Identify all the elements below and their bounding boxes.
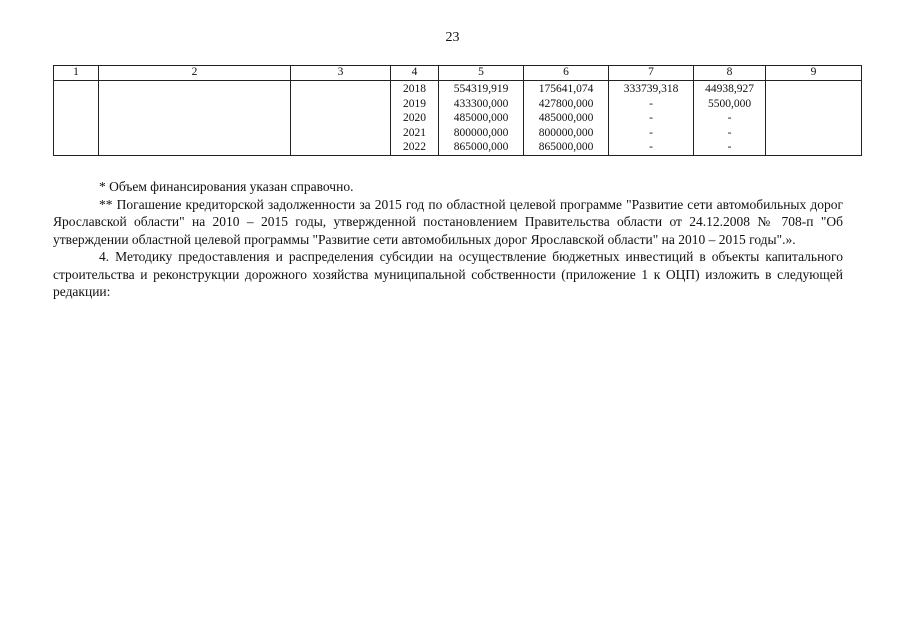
header-col-6: 6: [524, 66, 609, 81]
header-col-3: 3: [291, 66, 391, 81]
col5-value: 800000,000: [453, 126, 509, 139]
cell-col-5-values: [439, 81, 524, 156]
year-value: 2018: [403, 83, 426, 95]
header-col-1: 1: [54, 66, 99, 81]
cell-col-6-values: [524, 81, 609, 156]
col7-value: -: [649, 141, 653, 153]
year-value: 2019: [403, 97, 426, 110]
col7-value: 333739,318: [623, 83, 679, 95]
col6-value: 427800,000: [538, 97, 594, 110]
col5-value: 433300,000: [453, 97, 509, 110]
notes-section: [53, 178, 843, 301]
col6-value: 175641,074: [538, 83, 594, 95]
header-col-4: 4: [391, 66, 439, 81]
col5-value: 865000,000: [453, 141, 509, 153]
year-value: 2022: [403, 141, 426, 153]
footnote-financing: * Объем финансирования указан справочно.: [99, 179, 354, 194]
header-col-5: 5: [439, 66, 524, 81]
header-col-8: 8: [694, 66, 766, 81]
col8-value: 44938,927: [705, 83, 754, 95]
col7-value: -: [649, 112, 653, 124]
financing-table: [53, 65, 862, 156]
cell-col-3: [291, 81, 391, 156]
year-value: 2020: [403, 112, 426, 124]
header-col-2: 2: [99, 66, 291, 81]
header-row: [54, 66, 862, 81]
cell-col-2: [99, 81, 291, 156]
cell-col-9: [766, 81, 862, 156]
col6-value: 865000,000: [538, 141, 594, 153]
col5-value: 554319,919: [453, 83, 509, 95]
paragraph-item-4: 4. Методику предоставления и распределения субсидии на осуществление бюджетных инвестиций в объекты капитального строительства и реконструкции дорожного хозяйства муниципальной собственности (приложение 1 к ОЦП) изложить в следующей редакции:: [53, 249, 843, 299]
col8-value: -: [727, 126, 732, 139]
cell-col-7-values: [609, 81, 694, 156]
col8-value: 5500,000: [707, 97, 752, 110]
table-row: [54, 81, 862, 156]
col7-value: -: [649, 126, 653, 139]
col8-value: -: [727, 112, 732, 124]
col8-value: -: [727, 141, 732, 153]
col7-value: -: [649, 97, 653, 110]
cell-years: [391, 81, 439, 156]
page-number: 23: [445, 30, 460, 45]
col6-value: 485000,000: [538, 112, 594, 124]
col6-value: 800000,000: [538, 126, 594, 139]
header-col-9: 9: [766, 66, 862, 81]
year-value: 2021: [403, 126, 426, 139]
cell-col-8-values: [694, 81, 766, 156]
footnote-debt-repayment: ** Погашение кредиторской задолженности за 2015 год по областной целевой программе "Развитие сети автомобильных дорог Ярославской области" на 2010 – 2015 годы, утвержденной постановлением Правительства области от 24.12.2008 № 708-п "Об утверждении областной целевой программы "Развитие сети автомобильных дорог Ярославской области" на 2010 – 2015 годы".».: [53, 196, 843, 247]
col5-value: 485000,000: [453, 112, 509, 124]
header-col-7: 7: [609, 66, 694, 81]
cell-col-1: [54, 81, 99, 156]
